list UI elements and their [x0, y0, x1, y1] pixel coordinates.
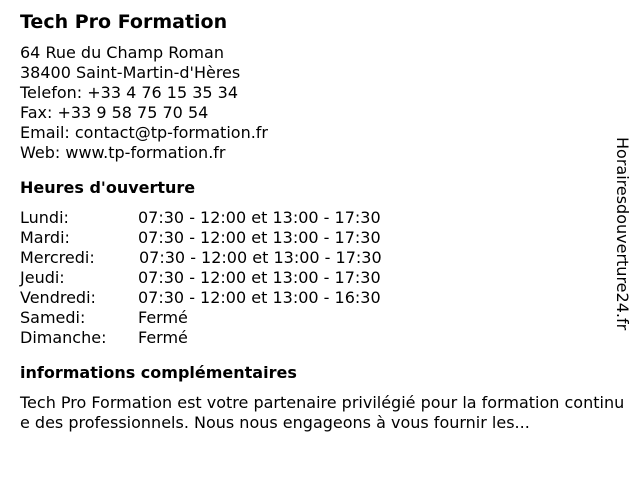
contact-block: [20, 43, 620, 163]
info-description: Tech Pro Formation est votre partenaire privilégié pour la formation continue des professionnels. Nous nous engageons à vous fournir les...: [20, 393, 625, 432]
hours-time: 07:30 - 12:00 et 13:00 - 16:30: [138, 288, 381, 307]
hours-day: Dimanche:: [20, 328, 107, 347]
hours-time: 07:30 - 12:00 et 13:00 - 17:30: [138, 208, 381, 227]
hours-row: [20, 248, 620, 268]
hours-day: Vendredi:: [20, 288, 96, 307]
hours-day: Mercredi:: [20, 248, 95, 267]
hours-day: Mardi:: [20, 228, 70, 247]
hours-row: [20, 308, 620, 328]
address-line-1: 64 Rue du Champ Roman: [20, 43, 224, 62]
email-line: Email: contact@tp-formation.fr: [20, 123, 268, 142]
hours-row: [20, 268, 620, 288]
business-name: Tech Pro Formation: [20, 11, 228, 33]
hours-row: [20, 208, 620, 228]
web-line: Web: www.tp-formation.fr: [20, 143, 226, 162]
phone-line: Telefon: +33 4 76 15 35 34: [20, 83, 239, 102]
hours-row: [20, 288, 620, 308]
hours-row: [20, 228, 620, 248]
info-title: informations complémentaires: [20, 363, 297, 382]
hours-time: 07:30 - 12:00 et 13:00 - 17:30: [138, 228, 381, 247]
hours-day: Samedi:: [20, 308, 86, 327]
hours-day: Jeudi:: [20, 268, 65, 287]
hours-table: [20, 208, 620, 348]
hours-time: 07:30 - 12:00 et 13:00 - 17:30: [138, 268, 381, 287]
hours-time: 07:30 - 12:00 et 13:00 - 17:30: [139, 248, 382, 267]
hours-time: Fermé: [138, 328, 188, 347]
hours-row: [20, 328, 620, 348]
fax-line: Fax: +33 9 58 75 70 54: [20, 103, 209, 122]
watermark-text: Horairesdouverture24.fr: [613, 137, 632, 331]
hours-day: Lundi:: [20, 208, 69, 227]
hours-title: Heures d'ouverture: [20, 178, 196, 197]
hours-time: Fermé: [138, 308, 188, 327]
address-line-2: 38400 Saint-Martin-d'Hères: [20, 63, 241, 82]
